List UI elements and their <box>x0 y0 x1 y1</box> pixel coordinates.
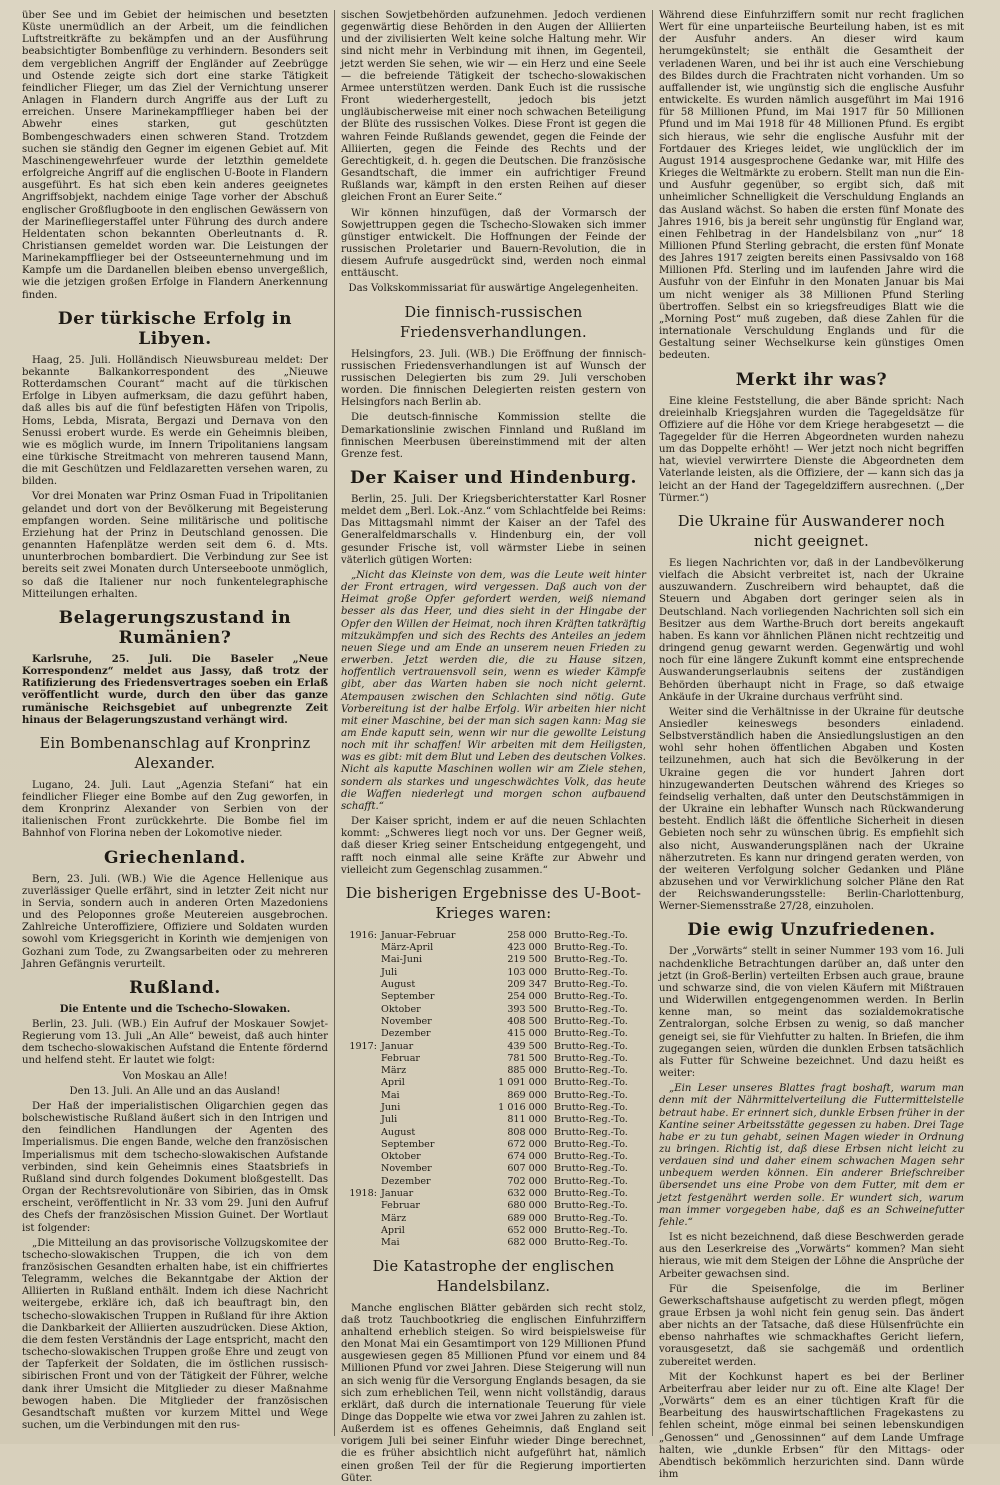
table-year <box>341 1077 379 1089</box>
table-row <box>341 1102 646 1114</box>
article-russland <box>22 1019 328 1432</box>
table-period: Mai <box>381 1089 400 1101</box>
article-paragraph: Vor drei Monaten war Prinz Osman Fuad in Tripolitanien gelandet und dort von der Bevölkerung mit Begeisterung empfangen worden. Seine militärische und politische Erziehung hat der Prinz in Deutschland genossen. Die genannten Hafenplätze werden seit dem 6. d. Mts. ununterbrochen bombardiert. Die Verbindung zur See ist bereits seit zwei Monaten durch Unterseeboote unmöglich, so daß die Italiener nur noch funkentelegraphische Mitteilungen erhalten. <box>22 491 328 600</box>
table-value: 103 000 <box>507 966 547 978</box>
table-row <box>341 1065 646 1077</box>
table-unit: Brutto-Reg.-To. <box>554 991 628 1003</box>
table-unit: Brutto-Reg.-To. <box>554 942 628 954</box>
article-russland-continued <box>341 10 646 296</box>
article-paragraph: Der Haß der imperialistischen Oligarchien gegen das bolschewistische Rußland äußert sich in den Intrigen und den feindlichen Handlungen der Agenten des Imperialismus. Die engen Bande, welche den französischen Imperialismus mit dem tschecho-slowakischen Aufstande verbinden, sind kein Geheimnis eines Staatsbriefs in Rußland sind durch folgendes Dokument bloßgestellt. Das Organ der Rechtsrevolutionäre von Sibirien, das in Omsk erscheint, veröffentlicht in Nr. 33 vom 29. Juni den Aufruf des Chefs der französischen Mission Guinet. Der Wortlaut ist folgender: <box>22 1100 328 1234</box>
table-row <box>341 1004 646 1016</box>
article-tuerkischer-erfolg <box>22 355 328 601</box>
article-paragraph: Der Kaiser spricht, indem er auf die neuen Schlachten kommt: „Schweres liegt noch vor uns. Der Gegner weiß, daß dieser Krieg seiner Entscheidung entgegengeht, und rafft noch einmal alle seine Kräfte zur Abwehr und vielleicht zum Gegenschlag zusammen.“ <box>341 816 646 876</box>
column-1 <box>16 10 334 1436</box>
article-handelsbilanz-continued <box>659 10 964 363</box>
table-row <box>341 1028 646 1040</box>
table-row <box>341 942 646 954</box>
table-row <box>341 1163 646 1175</box>
table-year <box>341 1053 379 1065</box>
article-paragraph: Haag, 25. Juli. Holländisch Nieuwsbureau meldet: Der bekannte Balkankorrespondent des „Nieuwe Rotterdamschen Courant“ macht auf die türkischen Erfolge in Libyen aufmerksam, die dazu geführt haben, daß alles bis auf die fünf befestigten Häfen von Tripolis, Homs, Lebda, Misrata, Bergazi und Dernava von den Senussi erobert wurde. Es werde ein Geheimnis bleiben, wie es möglich wurde, im Innern Tripolitaniens langsam eine türkische Streitmacht von mehreren tausend Mann, die mit Geschützen und Feldlazaretten versehen waren, zu bilden. <box>22 354 328 488</box>
table-unit: Brutto-Reg.-To. <box>554 1224 628 1236</box>
table-value: 607 000 <box>507 1163 547 1175</box>
table-unit: Brutto-Reg.-To. <box>554 1077 628 1089</box>
table-value: 808 000 <box>507 1126 547 1138</box>
table-year <box>341 1200 379 1212</box>
headline-uboot-ergebnisse: Die bisherigen Ergebnisse des U-Boot-Krieges waren: <box>345 885 642 922</box>
article-paragraph: Der „Vorwärts“ stellt in seiner Nummer 193 vom 16. Juli nachdenkliche Betrachtungen darüber an, daß unter den jetzt (in Groß-Berlin) verteilten Erbsen auch graue, braune und schwarze sind, die von vielen Käufern mit Mißtrauen und Widerwillen entgegengenommen werden. In Berlin kenne man, so meint das sozialdemokratische Zentralorgan, solche Erbsen zu wenig, so daß mancher geneigt sei, sie für Viehfutter zu halten. In Briefen, die ihm zugegangen seien, würden die dunklen Erbsen tatsächlich als Futter für Schweine bezeichnet. Und dazu heißt es weiter: <box>659 946 964 1080</box>
table-period: Oktober <box>381 1003 421 1015</box>
table-period: August <box>381 1126 416 1138</box>
article-unzufriedenen <box>659 946 964 1481</box>
table-period: November <box>381 1163 432 1175</box>
table-period: November <box>381 1015 432 1027</box>
table-year <box>341 1114 379 1126</box>
table-unit: Brutto-Reg.-To. <box>554 1089 628 1101</box>
table-value: 254 000 <box>507 991 547 1003</box>
table-year <box>341 991 379 1003</box>
table-period: März <box>381 1212 407 1224</box>
table-value: 689 000 <box>507 1212 547 1224</box>
table-unit: Brutto-Reg.-To. <box>554 1163 628 1175</box>
table-year <box>341 1176 379 1188</box>
table-value: 672 000 <box>507 1138 547 1150</box>
table-value: 219 500 <box>507 954 547 966</box>
table-year <box>341 1139 379 1151</box>
table-year <box>341 942 379 954</box>
article-paragraph: Manche englischen Blätter gebärden sich recht stolz, daß trotz Tauchbootkrieg die englischen Einfuhrziffern anhaltend erheblich steigen. So wird beispielsweise für den Monat Mai ein Gesamtimport von 129 Millionen Pfund ausgewiesen gegen 85 Millionen Pfund vor einem und 84 Millionen Pfund vor zwei Jahren. Diese Steigerung will nun an sich wenig für die Versorgung Englands besagen, da sie sich zum erheblichen Teil, wenn nicht vollständig, daraus erklärt, daß durch die internationale Teuerung für viele Dinge das Doppelte wie etwa vor zwei Jahren zu zahlen ist. Außerdem ist es offenes Geheimnis, daß England seit vorigem Juli bei seiner Einfuhr wieder Dinge berechnet, die es früher absichtlich nicht aufgeführt hat, nämlich einen großen Teil der für die Regierung importierten Güter. <box>341 1302 646 1484</box>
article-finnisch-russisch <box>341 349 646 461</box>
article-paragraph: Berlin, 23. Juli. (WB.) Ein Aufruf der Moskauer Sowjet-Regierung vom 13. Juli „An Alle“ beweist, daß auch hinter dem tschecho-slowakischen Aufstand die Entente fördernd und helfend steht. Er lautet wie folgt: <box>22 1019 328 1067</box>
table-value: 781 500 <box>507 1052 547 1064</box>
table-value: 1 091 000 <box>498 1077 547 1089</box>
table-value: 209 347 <box>507 979 547 991</box>
article-marineflieger <box>22 10 328 302</box>
table-unit: Brutto-Reg.-To. <box>554 1126 628 1138</box>
table-row <box>341 1127 646 1139</box>
table-unit: Brutto-Reg.-To. <box>554 1138 628 1150</box>
table-row <box>341 1200 646 1212</box>
table-year <box>341 1225 379 1237</box>
table-unit: Brutto-Reg.-To. <box>554 1237 628 1249</box>
table-unit: Brutto-Reg.-To. <box>554 1175 628 1187</box>
table-period: Mai <box>381 1237 400 1249</box>
headline-merkt-ihr-was: Merkt ihr was? <box>735 369 888 390</box>
table-row <box>341 979 646 991</box>
headline-handelsbilanz: Die Katastrophe der englischen Handelsbilanz. <box>372 1258 615 1295</box>
table-year <box>341 979 379 991</box>
table-unit: Brutto-Reg.-To. <box>554 1151 628 1163</box>
table-value: 680 000 <box>507 1200 547 1212</box>
article-paragraph: Weiter sind die Verhältnisse in der Ukraine für deutsche Ansiedler keineswegs besonders einladend. Selbstverständlich haben die Ansiedlungslustigen an den wohl sehr hohen öffentlichen Abgaben und Kosten teilzunehmen, auch hat sich die Bevölkerung in der Ukraine gegen die vor hundert Jahren dort hinzugewanderten Deutschen während des Krieges so feindselig verhalten, daß unter den Deutschstämmigen in der Ukraine ein lebhafter Wunsch nach Rückwanderung besteht. Endlich läßt die öffentliche Sicherheit in diesen Gebieten noch sehr zu wünschen übrig. Es empfiehlt sich also nicht, Auswanderungsplänen nach der Ukraine näherzutreten. Es kann nur dringend geraten werden, von der weiteren Verfolgung solcher Gedanken und Pläne abzusehen und vor Verwirklichung solcher Pläne den Rat der Reichswanderungsstelle: Berlin-Charlottenburg, Werner-Siemensstraße 27/28, einzuholen. <box>659 706 964 913</box>
table-value: 415 000 <box>507 1028 547 1040</box>
table-row <box>341 930 646 942</box>
table-period: September <box>381 1138 435 1150</box>
table-unit: Brutto-Reg.-To. <box>554 1040 628 1052</box>
table-value: 869 000 <box>507 1089 547 1101</box>
table-unit: Brutto-Reg.-To. <box>554 1188 628 1200</box>
table-unit: Brutto-Reg.-To. <box>554 979 628 991</box>
table-value: 682 000 <box>507 1237 547 1249</box>
table-value: 408 500 <box>507 1015 547 1027</box>
table-row <box>341 1225 646 1237</box>
table-value: 439 500 <box>507 1040 547 1052</box>
table-value: 674 000 <box>507 1151 547 1163</box>
article-handelsbilanz <box>341 1303 646 1485</box>
article-paragraph: Helsingfors, 23. Juli. (WB.) Die Eröffnung der finnisch-russischen Friedensverhandlungen ist auf Wunsch der russischen Delegierten bis zum 29. Juli verschoben worden. Die finnischen Delegierten reisten gestern von Helsingfors nach Berlin ab. <box>341 348 646 409</box>
article-paragraph: Lugano, 24. Juli. Laut „Agenzia Stefani“ hat ein feindlicher Flieger eine Bombe auf den Zug geworfen, in dem Kronprinz Alexander von Serbien von der italienischen Front zurückkehrte. Die Bombe fiel im Bahnhof von Florina neben der Lokomotive nieder. <box>22 779 328 840</box>
table-period: Januar <box>381 1188 414 1200</box>
table-year: 1916: <box>349 929 377 941</box>
table-row <box>341 1114 646 1126</box>
table-period: Oktober <box>381 1151 421 1163</box>
table-row <box>341 991 646 1003</box>
article-paragraph: „Die Mitteilung an das provisorische Vollzugskomitee der tschecho-slowakischen Truppen, die ich von dem französischen Gesandten erhalten habe, ist ein chiffriertes Telegramm, welches die Bekanntgabe der Aktion der Alliierten in Rußland enthält. Indem ich diese Nachricht weitergebe, erkläre ich, daß ich beauftragt bin, den tschecho-slowakischen Truppen in Rußland für ihre Aktion die Dankbarkeit der Alliierten auszudrücken. Diese Aktion, die dem festen Verständnis der Lage entspricht, macht den tschecho-slowakischen Truppen große Ehre und zeugt von der Tapferkeit der Soldaten, die im östlichen russisch-sibirischen Front und von der Tätigkeit der Führer, welche dank ihrer Umsicht die Mitglieder zu dieser Maßnahme bewogen haben. Die Mitglieder der französischen Gesandtschaft mußten vor kurzem Mittel und Wege suchen, um die Verbindungen mit den rus- <box>22 1237 328 1431</box>
article-paragraph: Mit der Kochkunst hapert es bei der Berliner Arbeiterfrau aber leider nur zu oft. Eine alte Klage! Der „Vorwärts“ dem es an einer tüchtigen Kraft für die Bearbeitung des hauswirtschaftlichen Fragekastens zu fehlen scheint, möge einmal bei seinen lebenskundigen „Genossen“ und „Genossinnen“ auf dem Lande Umfrage halten, wie „dunkle Erbsen“ für den Mittags- oder Abendtisch bekömmlich herzurichten sind. Dann würde ihm <box>659 1371 964 1481</box>
table-year <box>341 954 379 966</box>
headline-ukraine: Die Ukraine für Auswanderer noch nicht geeignet. <box>677 513 946 550</box>
table-unit: Brutto-Reg.-To. <box>554 1200 628 1212</box>
article-paragraph: sischen Sowjetbehörden aufzunehmen. Jedoch verdienen gegenwärtig diese Behörden in den Augen der Alliierten und der zivilisierten Welt keine solche Haltung mehr. Wir sind nicht mehr in Verbindung mit ihnen, im Gegenteil, jetzt werden Sie sehen, wie wir — ein Herz und eine Seele — die befreiende Tätigkeit der tschecho-slowakischen Armee unterstützen werden. Dank Euch ist die russische Front wiederhergestellt, jedoch bis jetzt ungläubischerweise mit einer noch schwachen Beteiligung der Blüte des russischen Volkes. Diese Front ist gegen die wahren Feinde Rußlands gewendet, gegen die Feinde der Alliierten, gegen die Feinde des Rechts und der Gerechtigkeit, d. h. gegen die Deutschen. Die französische Gesandtschaft, die immer ein aufrichtiger Freund Rußlands war, kämpft in den ersten Reihen auf dieser gleichen Front an Eurer Seite.“ <box>341 10 646 204</box>
table-year <box>341 967 379 979</box>
table-row <box>341 1077 646 1089</box>
table-period: Februar <box>381 1200 421 1212</box>
headline-kaiser-hindenburg: Der Kaiser und Hindenburg. <box>349 468 638 488</box>
table-unit: Brutto-Reg.-To. <box>554 929 628 941</box>
table-year <box>341 1163 379 1175</box>
article-paragraph: Für die Speisenfolge, die im Berliner Gewerkschaftshause aufgetischt zu werden pflegt, mögen graue Erbsen ja wohl nicht fein genug sein. Das ändert aber nichts an der Tatsache, daß diese Hülsenfrüchte ein ebenso nahrhaftes wie schmackhaftes Gericht liefern, vorausgesetzt, daß sie sachgemäß und ordentlich zubereitet werden. <box>659 1283 964 1368</box>
dateline: Von Moskau an Alle! <box>122 1070 228 1082</box>
table-year <box>341 1151 379 1163</box>
table-period: April <box>381 1224 405 1236</box>
table-value: 702 000 <box>507 1175 547 1187</box>
uboot-results-table <box>341 930 646 1250</box>
table-period: Januar-Februar <box>381 929 456 941</box>
article-paragraph: Es liegen Nachrichten vor, daß in der Landbevölkerung vielfach die Absicht verbreitet ist, nach der Ukraine auszuwandern. Zuschreibern wird behauptet, daß die Steuern und Abgaben dort geringer seien als in Deutschland. Nach vorliegenden Nachrichten soll sich ein Besitzer aus dem Warthe-Bruch dort bereits angekauft haben. Es kann vor ähnlichen Plänen nicht rechtzeitig und dringend genug gewarnt werden. Gegenwärtig und wohl noch für eine längere Zukunft kommt eine entsprechende Auswanderungserlaubnis seitens der zuständigen Behörden überhaupt nicht in Frage, so daß etwaige Ankäufe in der Ukraine durchaus verfrüht sind. <box>659 557 964 703</box>
column-2 <box>334 10 652 1484</box>
table-row <box>341 1188 646 1200</box>
table-row <box>341 1151 646 1163</box>
article-griechenland <box>22 874 328 971</box>
table-value: 393 500 <box>507 1003 547 1015</box>
table-unit: Brutto-Reg.-To. <box>554 954 628 966</box>
table-unit: Brutto-Reg.-To. <box>554 1114 628 1126</box>
page-columns <box>16 10 984 1484</box>
headline-bombenanschlag: Ein Bombenanschlag auf Kronprinz Alexander. <box>39 735 311 772</box>
article-paragraph: über See und im Gebiet der heimischen und besetzten Küste unermüdlich an der Arbeit, um die feindlichen Luftstreitkräfte zu bekämpfen und an der Ausführung beabsichtigter Bombenflüge zu verhindern. Besonders seit dem vergeblichen Angriff der Engländer auf Zeebrügge und Ostende zeigte sich dort eine starke Tätigkeit feindlicher Flieger, um das Ziel der Vernichtung unserer Anlagen in Flandern durch Angriffe aus der Luft zu erreichen. Unsere Marinekampfflieger haben bei der Abwehr eines starken, gut geschützten Bombengeschwaders einen schweren Stand. Trotzdem suchen sie ständig den Gegner im eigenen Gebiet auf. Mit Maschinengewehrfeuer wurde der letzthin gemeldete erfolgreiche Angriff auf die englischen U-Boote in Flandern ausgeführt. Es hat sich eben kein anderes geeignetes Angriffsobjekt, nachdem einige Tage vorher der Abschuß englischer Großflugboote in den englischen Gewässern von der Marinefliegerstaffel unter Führung des durch andere Heldentaten schon bekannten Oberleutnants d. R. Christiansen gemeldet worden war. Die Leistungen der Marinekampfflieger bei der Ostseeunternehmung und im Kampfe um die Dardanellen bleiben ebenso unvergeßlich, wie die jetzigen großen Erfolge in Flandern Anerkennung finden. <box>22 10 328 301</box>
table-row <box>341 1213 646 1225</box>
article-paragraph: Wir können hinzufügen, daß der Vormarsch der Sowjettruppen gegen die Tschecho-Slowaken sich immer günstiger entwickelt. Die Hoffnungen der Feinde der russischen Proletarier und Bauern-Revolution, die in diesem Aufrufe ausgedrückt sind, werden noch einmal enttäuscht. <box>341 207 646 280</box>
article-paragraph: Berlin, 25. Juli. Der Kriegsberichterstatter Karl Rosner meldet dem „Berl. Lok.-Anz.“ vom Schlachtfelde bei Reims: Das Mittagsmahl nimmt der Kaiser an der Tafel des Generalfeldmarschalls v. Hindenburg ein, der voll gesunder Frische ist, voll wärmster Liebe in seinen väterlich gütigen Worten: <box>341 494 646 566</box>
table-year: 1917: <box>349 1040 377 1052</box>
table-value: 885 000 <box>507 1065 547 1077</box>
table-period: März <box>381 1065 407 1077</box>
table-unit: Brutto-Reg.-To. <box>554 1015 628 1027</box>
table-unit: Brutto-Reg.-To. <box>554 1052 628 1064</box>
table-period: Juli <box>381 966 398 978</box>
table-unit: Brutto-Reg.-To. <box>554 1102 628 1113</box>
table-year <box>341 1016 379 1028</box>
headline-belagerungszustand: Belagerungszustand in Rumänien? <box>58 607 292 648</box>
table-period: März-April <box>381 942 434 954</box>
article-paragraph: Die deutsch-finnische Kommission stellte die Demarkationslinie zwischen Finnland und Rußland im finnischen Meerbusen übereinstimmend mit der alten Grenze fest. <box>341 412 646 460</box>
table-year: 1918: <box>349 1188 377 1200</box>
table-year <box>341 1127 379 1139</box>
signature: Das Volkskommissariat für auswärtige Angelegenheiten. <box>348 283 639 295</box>
table-year <box>341 1028 379 1040</box>
headline-tuerkischer-erfolg: Der türkische Erfolg in Libyen. <box>57 308 293 349</box>
table-value: 652 000 <box>507 1224 547 1236</box>
headline-unzufriedenen: Die ewig Unzufriedenen. <box>687 920 936 941</box>
table-year <box>341 1065 379 1077</box>
table-period: Februar <box>381 1052 421 1064</box>
table-row <box>341 1041 646 1053</box>
table-unit: Brutto-Reg.-To. <box>554 966 628 978</box>
article-paragraph: Eine kleine Feststellung, die aber Bände spricht: Nach dreieinhalb Kriegsjahren wurden die Tagegeldsätze für Offiziere auf die Höhe vor dem Kriege herabgesetzt — die Tagegelder für die Herren Abgeordneten wurden nahezu um das Doppelte erhöht! — Wer jetzt noch nicht begriffen hat, wieviel verwirrtere Dienste die Abgeordneten dem Vaterlande leisten, als die Offiziere, der — kann sich das ja leicht an der Hand der Tagegeldziffern ausrechnen. („Der Türmer.“) <box>659 395 964 504</box>
article-paragraph: Während diese Einfuhrziffern somit nur recht fraglichen Wert für eine unparteiische Beurteilung haben, ist es mit der Ausfuhr anders. An dieser wird kaum herumgekünstelt; sie enthält die Gesamtheit der verladenen Waren, und bei ihr ist auch eine Verschiebung des Bildes durch die Frachtraten nicht vorhanden. Um so auffallender ist, wie ungünstig sich die englische Ausfuhr entwickelte. Es wurden nämlich ausgeführt im Mai 1916 für 58 Millionen Pfund, im Mai 1917 für 50 Millionen Pfund und im Mai 1918 für 48 Millionen Pfund. Es ergibt sich hieraus, wie sehr die englische Ausfuhr mit der Fortdauer des Krieges leidet, wie unglücklich der im August 1914 ausgesprochene Gedanke war, mit Hilfe des Krieges die Weltmärkte zu erobern. Stellt man nun die Ein- und Ausfuhr gegenüber, so ergibt sich, daß mit unheimlicher Schnelligkeit die Verschuldung Englands an das Ausland wächst. So haben die ersten fünf Monate des Jahres 1916, bis ja bereit sehr ungünstig für England war, einen Fehlbetrag in der Handelsbilanz von „nur“ 18 Millionen Pfund Sterling gebracht, die ersten fünf Monate des Jahres 1917 zeigten bereits einen Passivsaldo von 168 Millionen Pfd. Sterling und im laufenden Jahre wird die Ausfuhr von der Einfuhr in den Monaten Januar bis Mai um nicht weniger als 38 Millionen Pfund Sterling übertroffen. Selbst ein so kriegsfreudiges Blatt wie die „Morning Post“ muß zugeben, daß diese Zahlen für die internationale Verschuldung Englands und für die Gestaltung seiner Wechselkurse kein günstiges Omen bedeuten. <box>659 10 964 362</box>
table-row <box>341 1237 646 1249</box>
table-row <box>341 1176 646 1188</box>
table-unit: Brutto-Reg.-To. <box>554 1065 628 1077</box>
table-year <box>341 1237 379 1249</box>
table-period: Juli <box>381 1114 398 1126</box>
table-value: 423 000 <box>507 942 547 954</box>
table-period: April <box>381 1077 405 1089</box>
table-row <box>341 954 646 966</box>
article-bombenanschlag <box>22 780 328 841</box>
article-paragraph: „Ein Leser unseres Blattes fragt boshaft, warum man denn mit der Nährmittelverteilung die Futtermittelstelle betraut habe. Er erinnert sich, dunkle Erbsen früher in der Kantine seiner Arbeitsstätte gegessen zu haben. Drei Tage habe er zu tun gehabt, seinen Magen wieder in Ordnung zu bringen. Richtig ist, daß diese Erbsen nicht leicht zu verdauen sind und daher einem schwachen Magen sehr unbequem werden können. Ein anderer Briefschreiber übersendet uns eine Probe von dem Futter, mit dem er jetzt festgenährt werden solle. Er wundert sich, warum man immer vorgegeben habe, daß es an Schweinefutter fehle.“ <box>659 1083 964 1228</box>
table-row <box>341 1139 646 1151</box>
table-period: Dezember <box>381 1028 431 1040</box>
table-row <box>341 1053 646 1065</box>
table-row <box>341 967 646 979</box>
dateline: Den 13. Juli. An Alle und an das Ausland! <box>69 1085 281 1097</box>
table-value: 632 000 <box>507 1188 547 1200</box>
article-ukraine <box>659 558 964 914</box>
subheadline-entente: Die Entente und die Tschecho-Slowaken. <box>59 1003 291 1015</box>
table-period: Dezember <box>381 1175 431 1187</box>
article-kaiser-hindenburg <box>341 494 646 877</box>
table-row <box>341 1016 646 1028</box>
table-period: Mai-Juni <box>381 954 423 966</box>
article-paragraph: Bern, 23. Juli. (WB.) Wie die Agence Hellenique aus zuverlässiger Quelle erfährt, sind in letzter Zeit nicht nur in Servia, sondern auch in anderen Orten Mazedoniens und des Peloponnes große Meutereien ausgebrochen. Zahlreiche Unteroffiziere, Offiziere und Soldaten wurden sowohl vom Kriegsgericht in Korinth wie demjenigen von Gozhani zum Tode, zu Zwangsarbeiten oder zu mehreren Jahren Gefängnis verurteilt. <box>22 873 328 970</box>
table-unit: Brutto-Reg.-To. <box>554 1028 628 1040</box>
table-row <box>341 1090 646 1102</box>
table-period: September <box>381 991 435 1003</box>
table-unit: Brutto-Reg.-To. <box>554 1212 628 1224</box>
table-period: Januar <box>381 1040 414 1052</box>
headline-russland: Rußland. <box>129 977 221 998</box>
article-paragraph: Ist es nicht bezeichnend, daß diese Beschwerden gerade aus den Leserkreise des „Vorwärts“ kommen? Man sieht hieraus, wie mit dem Steigen der Löhne die Ansprüche der Arbeiter gewachsen sind. <box>659 1232 964 1280</box>
table-value: 1 016 000 <box>498 1102 547 1113</box>
table-value: 258 000 <box>507 929 547 941</box>
article-merkt-ihr-was <box>659 396 964 505</box>
table-year <box>341 1102 379 1114</box>
table-year <box>341 1004 379 1016</box>
article-paragraph: „Nicht das Kleinste von dem, was die Leute weit hinter der Front ertragen, wird vergessen. Daß auch von der Heimat große Opfer gefordert werden, weiß niemand besser als das Heer, und dies sieht in der Hingabe der Opfer den Willen der Heimat, noch ihren Kräften tatkräftig mitzukämpfen und sich des Rechts des Anteiles an jedem neuen Siege und am Ende an unserem neuen Frieden zu erwerben. Jetzt werden die, die zu Hause sitzen, hoffentlich vertrauensvoll sein, wenn es wieder Kämpfe gibt, aber das Warten haben sie noch nicht gelernt. Atempausen zwischen den Schlachten sind nötig. Gute Vorbereitung ist der halbe Erfolg. Wir arbeiten hier nicht mit einer Maschine, bei der man sich sagen kann: Mag sie am Ende kaputt sein, wenn wir nur die gewollte Leistung noch mit ihr schaffen! Wir arbeiten mit dem Heiligsten, was es gibt: mit dem Blut und Leben des deutschen Volkes. Nicht als kaputte Maschinen wollen wir am Ziele stehen, sondern als starkes und ungeschwächtes Volk, das heute die Waffen niederlegt und morgen schon aufbauend schafft.“ <box>341 569 646 812</box>
column-3 <box>652 10 970 1481</box>
headline-griechenland: Griechenland. <box>103 847 247 868</box>
table-year <box>341 1213 379 1225</box>
article-belagerungszustand <box>22 654 328 727</box>
table-unit: Brutto-Reg.-To. <box>554 1003 628 1015</box>
table-year <box>341 1090 379 1102</box>
article-paragraph: Karlsruhe, 25. Juli. Die Baseler „Neue Korrespondenz“ meldet aus Jassy, daß trotz der Ratifizierung des Friedensvertrages soeben ein Erlaß veröffentlicht wurde, durch den über das ganze rumänische Reichsgebiet auf unbegrenzte Zeit hinaus der Belagerungszustand verhängt wird. <box>22 653 328 726</box>
headline-finnisch-russisch: Die finnisch-russischen Friedensverhandlungen. <box>400 304 587 341</box>
table-value: 811 000 <box>507 1114 547 1126</box>
table-period: Juni <box>381 1102 401 1113</box>
table-period: August <box>381 979 416 991</box>
